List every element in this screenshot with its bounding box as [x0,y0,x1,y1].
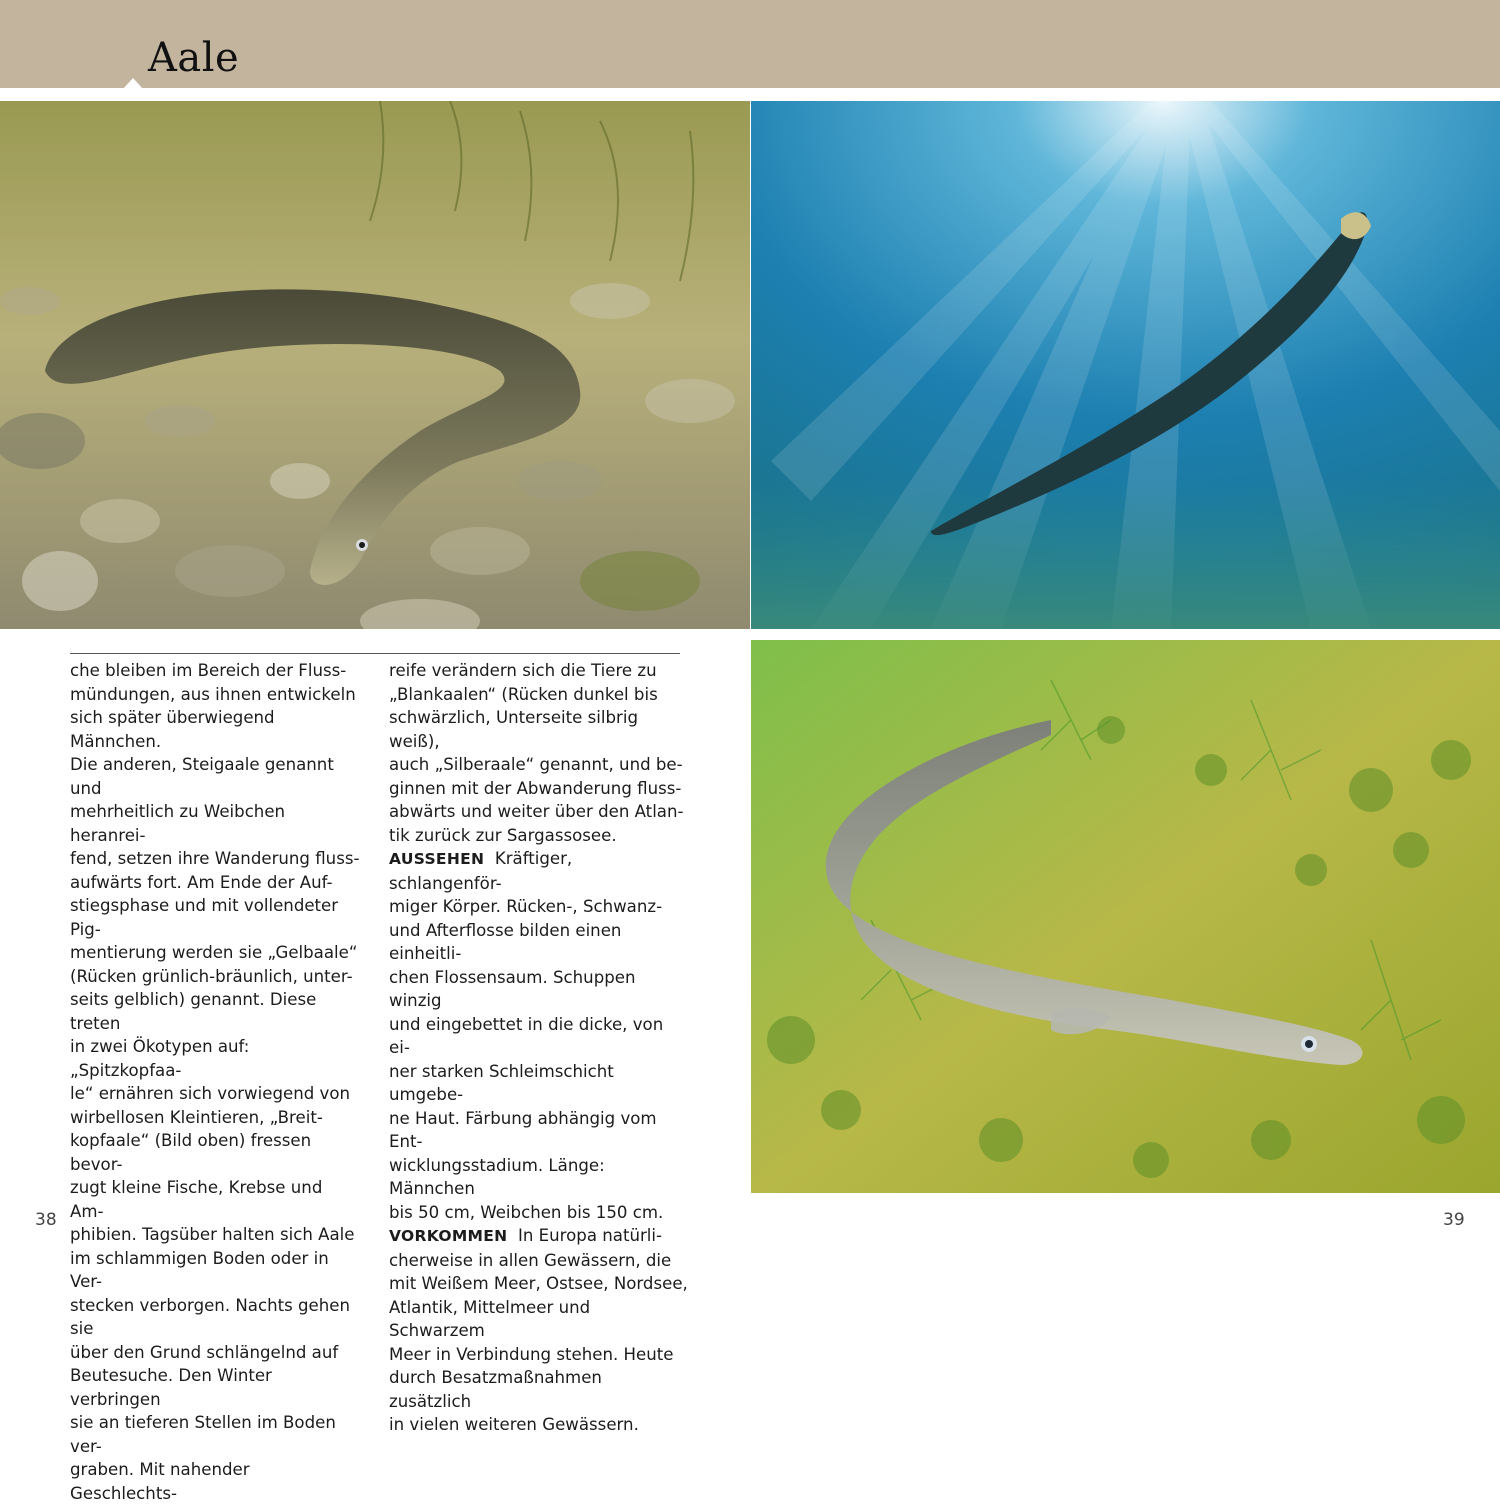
text-line: bis 50 cm, Weibchen bis 150 cm. [389,1202,664,1222]
text-line: abwärts und weiter über den Atlan- [389,802,684,821]
text-line: sich später überwiegend Männchen. [70,708,275,751]
text-line: stiegsphase und mit vollendeter Pig- [70,896,339,939]
text-line: mündungen, aus ihnen entwickeln [70,684,356,704]
text-line: ner starken Schleimschicht umgebe- [389,1061,614,1104]
page-number-left: 38 [35,1210,57,1230]
text-line: ginnen mit der Abwanderung fluss- [389,778,682,798]
text-line: ne Haut. Färbung abhängig vom Ent- [389,1108,657,1151]
aussehen-paragraph [389,847,689,895]
eel-on-gravel-photo [0,101,750,629]
text-line: wirbellosen Kleintieren, „Breit- [70,1107,323,1127]
eel-on-algae-photo [751,640,1500,1193]
text-line: Meer in Verbindung stehen. Heute [389,1344,674,1364]
header-notch [123,78,143,89]
text-line: und eingebettet in die dicke, von ei- [389,1014,664,1057]
vorkommen-label: VORKOMMEN [389,1227,508,1245]
vorkommen-paragraph [389,1224,689,1249]
text-line: phibien. Tagsüber halten sich Aale [70,1225,355,1244]
text-line: le“ ernähren sich vorwiegend von [70,1084,351,1103]
text-line: zugt kleine Fische, Krebse und Am- [70,1178,323,1221]
text-line: cherweise in allen Gewässern, die [389,1250,672,1270]
text-line: reife verändern sich die Tiere zu [389,661,657,680]
text-line: im schlammigen Boden oder in Ver- [70,1248,329,1291]
aussehen-first-line: Kräftiger, schlangenför- [389,849,573,893]
text-line: kopfaale“ (Bild oben) fressen bevor- [70,1131,312,1174]
column-rule [70,653,680,654]
text-line: miger Körper. Rücken-, Schwanz- [389,897,663,916]
text-line: sie an tieferen Stellen im Boden ver- [70,1413,336,1456]
text-line: aufwärts fort. Am Ende der Auf- [70,872,333,892]
text-line: (Rücken grünlich-bräunlich, unter- [70,966,353,986]
aussehen-text [389,895,689,1224]
text-line: seits gelblich) genannt. Diese treten [70,990,317,1033]
aussehen-label: AUSSEHEN [389,850,485,868]
eel-swimming-sunbeams-photo [751,101,1500,629]
page-title: Aale [148,35,240,81]
text-line: mehrheitlich zu Weibchen heranrei- [70,802,286,845]
text-line: in vielen weiteren Gewässern. [389,1415,639,1434]
text-line: schwärzlich, Unterseite silbrig weiß), [389,708,638,751]
text-line: mit Weißem Meer, Ostsee, Nordsee, [389,1274,688,1293]
text-column-right [389,659,689,1437]
text-line: chen Flossensaum. Schuppen winzig [389,967,636,1010]
text-line: tik zurück zur Sargassosee. [389,825,617,845]
text-line: Atlantik, Mittelmeer und Schwarzem [389,1297,591,1340]
text-line: durch Besatzmaßnahmen zusätzlich [389,1368,602,1411]
text-column-left [70,659,360,1505]
vorkommen-text [389,1249,689,1437]
right-intro-text [389,659,689,847]
text-line: über den Grund schlängelnd auf [70,1342,339,1362]
text-line: Die anderen, Steigaale genannt und [70,755,334,798]
text-line: stecken verborgen. Nachts gehen sie [70,1295,351,1338]
text-line: wicklungsstadium. Länge: Männchen [389,1155,605,1198]
text-line: in zwei Ökotypen auf: „Spitzkopfaa- [70,1037,250,1080]
text-line: graben. Mit nahender Geschlechts- [70,1460,250,1503]
text-line: mentierung werden sie „Gelbaale“ [70,943,358,962]
page-number-right: 39 [1443,1210,1465,1230]
text-line: und Afterflosse bilden einen einheitli- [389,920,622,963]
text-line: che bleiben im Bereich der Fluss- [70,661,347,680]
text-line: „Blankaalen“ (Rücken dunkel bis [389,684,658,704]
text-line: fend, setzen ihre Wanderung fluss- [70,849,360,868]
text-line: auch „Silberaale“ genannt, und be- [389,755,683,774]
vorkommen-first-line: In Europa natürli- [518,1226,663,1245]
text-line: Beutesuche. Den Winter verbringen [70,1366,272,1409]
